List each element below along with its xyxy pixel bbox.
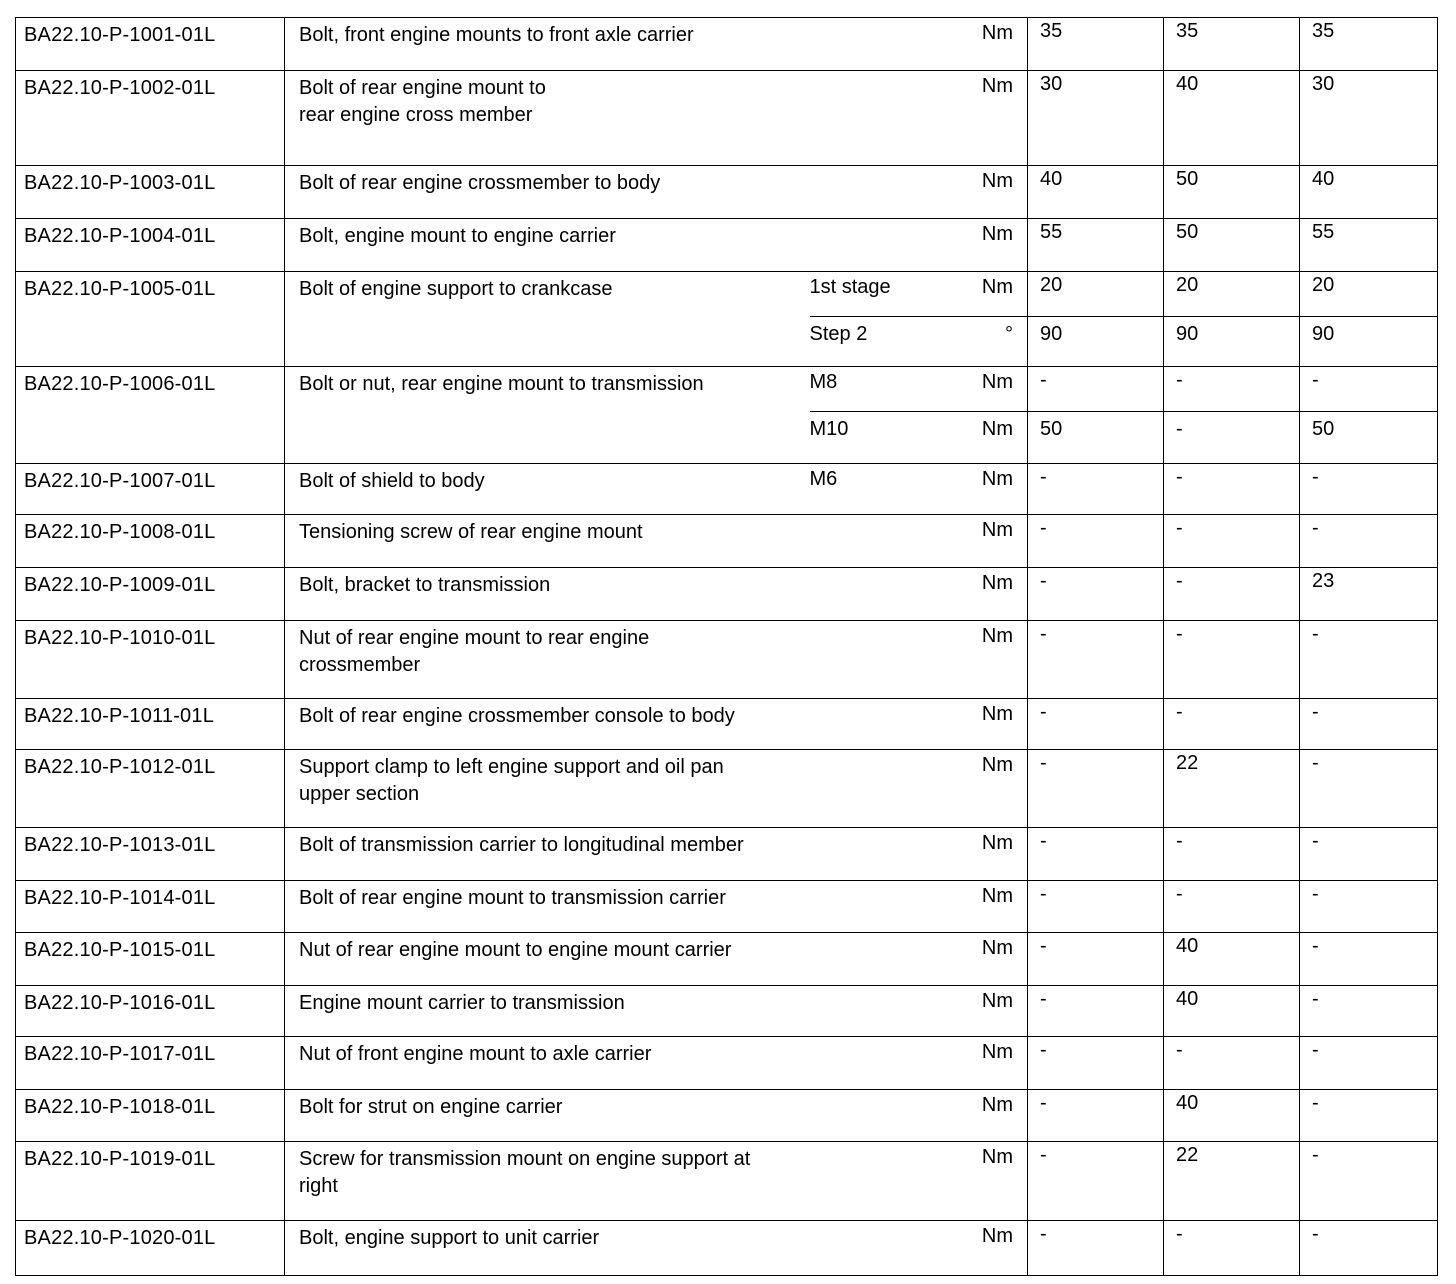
stage-label: [810, 75, 960, 98]
torque-value-cell: [1164, 750, 1300, 828]
torque-value-cell: [1164, 933, 1300, 986]
stage-line: [810, 881, 1028, 908]
description-cell: Nut of rear engine mount to engine mount carrier: [285, 933, 810, 986]
torque-value-cell: [1300, 828, 1438, 881]
torque-value-cell: [1164, 621, 1300, 699]
torque-value: -: [1176, 883, 1183, 905]
torque-value-cell: [1164, 1142, 1300, 1221]
part-number-cell: BA22.10-P-1011-01L: [16, 699, 285, 750]
part-number-cell: BA22.10-P-1012-01L: [16, 750, 285, 828]
stage-line: [810, 828, 1028, 855]
torque-value: -: [1312, 701, 1319, 723]
torque-value-cell: [1028, 1221, 1164, 1276]
torque-value: 90: [1300, 316, 1437, 360]
torque-value-cell: [1300, 881, 1438, 933]
torque-value-cell: [1028, 272, 1164, 367]
unit-label: Nm: [981, 170, 1013, 192]
part-number-cell: BA22.10-P-1015-01L: [16, 933, 285, 986]
torque-value-cell: [1028, 828, 1164, 881]
table-row: [16, 1142, 1438, 1221]
torque-value: 50: [1176, 221, 1199, 243]
stage-line: [810, 272, 1028, 316]
stage-line: [810, 166, 1028, 193]
torque-value: -: [1040, 988, 1047, 1010]
stage-unit-cell: [810, 464, 1028, 515]
torque-value-cell: [1028, 464, 1164, 515]
torque-value: -: [1176, 1223, 1183, 1245]
torque-value-cell: [1164, 367, 1300, 464]
torque-value-cell: [1300, 986, 1438, 1037]
torque-value-cell: [1300, 699, 1438, 750]
part-number-cell: BA22.10-P-1008-01L: [16, 515, 285, 568]
torque-value-cell: [1164, 828, 1300, 881]
torque-value: -: [1164, 411, 1299, 455]
stage-line: [810, 219, 1028, 246]
stage-line: [810, 1037, 1028, 1064]
torque-value: 40: [1176, 73, 1199, 95]
torque-value: -: [1040, 1144, 1047, 1166]
torque-value-cell: [1164, 166, 1300, 219]
stage-line: [810, 986, 1028, 1013]
part-number-cell: BA22.10-P-1016-01L: [16, 986, 285, 1037]
table-row: [16, 166, 1438, 219]
stage-unit-cell: [810, 18, 1028, 71]
torque-value: 50: [1176, 168, 1199, 190]
table-row: [16, 1090, 1438, 1142]
table-row: [16, 933, 1438, 986]
stage-unit-cell: [810, 699, 1028, 750]
torque-value-cell: [1300, 272, 1438, 367]
torque-value-cell: [1164, 986, 1300, 1037]
description-cell: Bolt of rear engine mount to rear engine cross member: [285, 71, 810, 166]
stage-unit-cell: [810, 515, 1028, 568]
stage-label: [810, 625, 960, 648]
stage-label: [810, 1041, 960, 1064]
torque-value-cell: [1300, 750, 1438, 828]
torque-value: -: [1176, 570, 1183, 592]
stage-line: [810, 515, 1028, 542]
torque-value-cell: [1028, 1090, 1164, 1142]
torque-value: 20: [1176, 274, 1199, 296]
stage-line: [810, 411, 1028, 455]
unit-label: Nm: [981, 937, 1013, 959]
torque-value: -: [1176, 466, 1183, 488]
torque-value-cell: [1300, 18, 1438, 71]
stage-unit-cell: [810, 986, 1028, 1037]
torque-value: -: [1312, 1092, 1319, 1114]
torque-value: -: [1312, 1144, 1319, 1166]
torque-value: -: [1312, 752, 1319, 774]
description-cell: Engine mount carrier to transmission: [285, 986, 810, 1037]
description-cell: Bolt or nut, rear engine mount to transmission: [285, 367, 810, 464]
torque-value: 22: [1176, 1144, 1199, 1166]
stage-unit-cell: [810, 71, 1028, 166]
description-cell: Nut of rear engine mount to rear engine crossmember: [285, 621, 810, 699]
stage-unit-cell: [810, 1090, 1028, 1142]
torque-value-cell: [1028, 71, 1164, 166]
stage-label: [810, 754, 960, 777]
torque-value-cell: [1164, 568, 1300, 621]
table-row: [16, 515, 1438, 568]
torque-value: 55: [1040, 221, 1063, 243]
stage-unit-cell: [810, 1142, 1028, 1221]
torque-value-cell: [1164, 219, 1300, 272]
unit-label: Nm: [981, 1094, 1013, 1116]
torque-value: -: [1040, 623, 1047, 645]
torque-value: -: [1040, 935, 1047, 957]
table-row: [16, 71, 1438, 166]
torque-value: -: [1312, 1223, 1319, 1245]
stage-label: Step 2: [809, 323, 868, 345]
stage-line: [810, 464, 1028, 491]
stage-label: [810, 885, 960, 908]
torque-value: -: [1040, 752, 1047, 774]
stage-label: [810, 519, 960, 542]
unit-label: Nm: [981, 418, 1013, 440]
torque-value: -: [1312, 369, 1319, 391]
torque-value: 50: [1300, 411, 1437, 455]
part-number-cell: BA22.10-P-1002-01L: [16, 71, 285, 166]
stage-unit-cell: [810, 219, 1028, 272]
part-number-cell: BA22.10-P-1003-01L: [16, 166, 285, 219]
torque-value: -: [1176, 1039, 1183, 1061]
unit-label: Nm: [981, 1225, 1013, 1247]
stage-unit-cell: [810, 367, 1028, 464]
stage-line: [810, 316, 1028, 360]
torque-value: 40: [1176, 988, 1199, 1010]
stage-label: [810, 703, 960, 726]
torque-value-cell: [1028, 750, 1164, 828]
part-number-cell: BA22.10-P-1009-01L: [16, 568, 285, 621]
unit-label: Nm: [981, 468, 1013, 490]
description-cell: Bolt of rear engine crossmember to body: [285, 166, 810, 219]
torque-value: 90: [1028, 316, 1163, 360]
torque-value-cell: [1028, 166, 1164, 219]
stage-label: [810, 832, 960, 855]
torque-value: 35: [1040, 20, 1063, 42]
part-number-cell: BA22.10-P-1004-01L: [16, 219, 285, 272]
torque-value: 30: [1040, 73, 1063, 95]
description-cell: Support clamp to left engine support and oil pan upper section: [285, 750, 810, 828]
torque-value-cell: [1028, 515, 1164, 568]
torque-value-cell: [1164, 1221, 1300, 1276]
torque-value: -: [1040, 1039, 1047, 1061]
torque-value-cell: [1028, 568, 1164, 621]
part-number-cell: BA22.10-P-1013-01L: [16, 828, 285, 881]
unit-label: Nm: [981, 1146, 1013, 1168]
torque-value-cell: [1164, 1090, 1300, 1142]
unit-label: Nm: [981, 990, 1013, 1012]
stage-line: [810, 933, 1028, 960]
stage-label: 1st stage: [809, 276, 891, 298]
torque-specification-table: [15, 17, 1438, 1276]
part-number-cell: BA22.10-P-1007-01L: [16, 464, 285, 515]
table-row: [16, 621, 1438, 699]
torque-value-cell: [1028, 986, 1164, 1037]
stage-label: [810, 990, 960, 1013]
stage-line: [810, 621, 1028, 648]
description-cell: Bolt, engine mount to engine carrier: [285, 219, 810, 272]
stage-line: [810, 699, 1028, 726]
unit-label: Nm: [981, 519, 1013, 541]
torque-value-cell: [1164, 515, 1300, 568]
stage-line: [810, 568, 1028, 595]
torque-value-cell: [1164, 699, 1300, 750]
stage-label: [810, 1146, 960, 1169]
torque-value-cell: [1300, 1221, 1438, 1276]
torque-value: -: [1040, 466, 1047, 488]
table-row: [16, 18, 1438, 71]
stage-unit-cell: [810, 933, 1028, 986]
stage-label: [810, 937, 960, 960]
unit-label: Nm: [981, 223, 1013, 245]
torque-value: -: [1312, 988, 1319, 1010]
torque-value: 30: [1312, 73, 1335, 95]
stage-unit-cell: [810, 166, 1028, 219]
table-row: [16, 568, 1438, 621]
table-row: [16, 828, 1438, 881]
torque-value: -: [1040, 570, 1047, 592]
torque-value-cell: [1300, 1090, 1438, 1142]
torque-value-cell: [1300, 1037, 1438, 1090]
part-number-cell: BA22.10-P-1020-01L: [16, 1221, 285, 1276]
torque-value-cell: [1300, 568, 1438, 621]
table-row: [16, 1037, 1438, 1090]
torque-value: 55: [1312, 221, 1335, 243]
table-row: [16, 986, 1438, 1037]
stage-label: [810, 223, 960, 246]
torque-value-cell: [1300, 1142, 1438, 1221]
torque-value-cell: [1028, 367, 1164, 464]
stage-unit-cell: [810, 881, 1028, 933]
torque-value-cell: [1028, 881, 1164, 933]
stage-line: [810, 18, 1028, 45]
torque-value-cell: [1300, 219, 1438, 272]
torque-value-cell: [1300, 166, 1438, 219]
torque-value: -: [1040, 701, 1047, 723]
stage-line: [810, 367, 1028, 411]
part-number-cell: BA22.10-P-1017-01L: [16, 1037, 285, 1090]
unit-label: Nm: [981, 625, 1013, 647]
stage-unit-cell: [810, 1221, 1028, 1276]
unit-label: Nm: [981, 276, 1013, 298]
torque-value: -: [1040, 1223, 1047, 1245]
stage-label: [810, 170, 960, 193]
torque-value: -: [1176, 830, 1183, 852]
description-cell: Screw for transmission mount on engine support at right: [285, 1142, 810, 1221]
torque-value-cell: [1164, 272, 1300, 367]
unit-label: Nm: [981, 703, 1013, 725]
torque-value-cell: [1028, 1142, 1164, 1221]
table-row: [16, 750, 1438, 828]
description-cell: Bolt of engine support to crankcase: [285, 272, 810, 367]
torque-value: -: [1312, 935, 1319, 957]
part-number-cell: BA22.10-P-1019-01L: [16, 1142, 285, 1221]
torque-value-cell: [1300, 621, 1438, 699]
unit-label: Nm: [981, 1041, 1013, 1063]
torque-value-cell: [1164, 18, 1300, 71]
part-number-cell: BA22.10-P-1001-01L: [16, 18, 285, 71]
stage-label: [810, 572, 960, 595]
stage-label: M8: [809, 371, 838, 393]
stage-line: [810, 1221, 1028, 1248]
torque-value: -: [1040, 369, 1047, 391]
torque-value: -: [1312, 517, 1319, 539]
stage-label: [810, 22, 960, 45]
torque-value-cell: [1164, 464, 1300, 515]
unit-label: Nm: [981, 572, 1013, 594]
torque-value: 35: [1312, 20, 1335, 42]
torque-value-cell: [1300, 933, 1438, 986]
table-row: [16, 464, 1438, 515]
part-number-cell: BA22.10-P-1006-01L: [16, 367, 285, 464]
table-row: [16, 699, 1438, 750]
stage-unit-cell: [810, 750, 1028, 828]
torque-value: -: [1312, 466, 1319, 488]
torque-value: -: [1176, 701, 1183, 723]
stage-label: [810, 1094, 960, 1117]
torque-value: 20: [1040, 274, 1063, 296]
description-cell: Bolt, bracket to transmission: [285, 568, 810, 621]
torque-value-cell: [1028, 1037, 1164, 1090]
torque-value: 90: [1164, 316, 1299, 360]
stage-line: [810, 1090, 1028, 1117]
torque-value: -: [1312, 883, 1319, 905]
torque-value: -: [1312, 623, 1319, 645]
table-row: [16, 367, 1438, 464]
description-cell: Tensioning screw of rear engine mount: [285, 515, 810, 568]
torque-value: 50: [1028, 411, 1163, 455]
stage-unit-cell: [810, 621, 1028, 699]
unit-label: Nm: [981, 22, 1013, 44]
torque-value-cell: [1028, 18, 1164, 71]
torque-value: -: [1312, 1039, 1319, 1061]
torque-value: -: [1040, 883, 1047, 905]
torque-value-cell: [1300, 515, 1438, 568]
table-row: [16, 272, 1438, 367]
torque-value-cell: [1028, 621, 1164, 699]
stage-line: [810, 71, 1028, 98]
stage-unit-cell: [810, 272, 1028, 367]
torque-value: 40: [1176, 1092, 1199, 1114]
torque-value-cell: [1028, 933, 1164, 986]
description-cell: Bolt of transmission carrier to longitudinal member: [285, 828, 810, 881]
unit-label: °: [1005, 323, 1013, 345]
unit-label: Nm: [981, 754, 1013, 776]
table-row: [16, 219, 1438, 272]
description-cell: Bolt, engine support to unit carrier: [285, 1221, 810, 1276]
torque-value: -: [1176, 623, 1183, 645]
unit-label: Nm: [981, 832, 1013, 854]
torque-value-cell: [1164, 1037, 1300, 1090]
stage-label: M10: [809, 418, 849, 440]
torque-value-cell: [1300, 464, 1438, 515]
stage-line: [810, 750, 1028, 777]
torque-value: -: [1040, 830, 1047, 852]
unit-label: Nm: [981, 885, 1013, 907]
description-cell: Bolt for strut on engine carrier: [285, 1090, 810, 1142]
torque-value: 40: [1040, 168, 1063, 190]
description-cell: Bolt of rear engine crossmember console to body: [285, 699, 810, 750]
stage-label: M6: [809, 468, 838, 490]
torque-value-cell: [1164, 881, 1300, 933]
table-row: [16, 1221, 1438, 1276]
torque-value: -: [1312, 830, 1319, 852]
description-cell: Bolt of shield to body: [285, 464, 810, 515]
part-number-cell: BA22.10-P-1018-01L: [16, 1090, 285, 1142]
stage-unit-cell: [810, 1037, 1028, 1090]
part-number-cell: BA22.10-P-1014-01L: [16, 881, 285, 933]
torque-value-cell: [1300, 71, 1438, 166]
torque-value: 35: [1176, 20, 1199, 42]
torque-value: -: [1040, 517, 1047, 539]
description-cell: Bolt, front engine mounts to front axle carrier: [285, 18, 810, 71]
part-number-cell: BA22.10-P-1010-01L: [16, 621, 285, 699]
torque-value-cell: [1300, 367, 1438, 464]
torque-value: -: [1176, 517, 1183, 539]
torque-value-cell: [1028, 699, 1164, 750]
torque-value: 20: [1312, 274, 1335, 296]
torque-value: 22: [1176, 752, 1199, 774]
unit-label: Nm: [981, 371, 1013, 393]
torque-value: 23: [1312, 570, 1335, 592]
table-body: [16, 18, 1438, 1276]
stage-line: [810, 1142, 1028, 1169]
table-row: [16, 881, 1438, 933]
stage-unit-cell: [810, 828, 1028, 881]
description-cell: Nut of front engine mount to axle carrier: [285, 1037, 810, 1090]
torque-value: -: [1176, 369, 1183, 391]
torque-value: 40: [1312, 168, 1335, 190]
description-cell: Bolt of rear engine mount to transmission carrier: [285, 881, 810, 933]
stage-unit-cell: [810, 568, 1028, 621]
torque-value-cell: [1028, 219, 1164, 272]
torque-value: -: [1040, 1092, 1047, 1114]
stage-label: [810, 1225, 960, 1248]
part-number-cell: BA22.10-P-1005-01L: [16, 272, 285, 367]
torque-value-cell: [1164, 71, 1300, 166]
torque-value: 40: [1176, 935, 1199, 957]
unit-label: Nm: [981, 75, 1013, 97]
